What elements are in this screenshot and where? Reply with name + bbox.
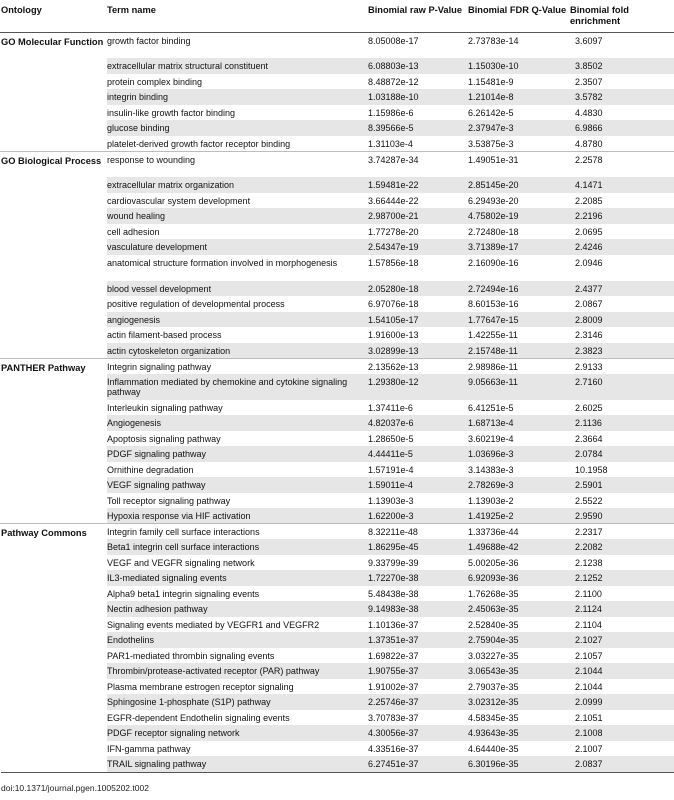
raw-p-value-cell: 3.66444e-22 xyxy=(368,195,419,206)
fdr-q-value-cell: 3.53875e-3 xyxy=(468,138,514,149)
term-name-cell: Nectin adhesion pathway xyxy=(107,601,368,617)
raw-p-value-cell: 4.30056e-37 xyxy=(368,725,468,741)
raw-p-value-cell: 1.37351e-37 xyxy=(368,632,468,648)
term-name-cell: Thrombin/protease-activated receptor (PAR) pathway xyxy=(107,663,368,679)
fold-enrichment-cell: 2.1124 xyxy=(570,601,674,617)
fdr-q-value-cell: 3.14383e-3 xyxy=(468,464,514,475)
raw-p-value-cell: 1.29380e-12 xyxy=(368,374,468,400)
fold-enrichment-cell: 2.1044 xyxy=(570,663,674,679)
fold-enrichment-cell: 2.2085 xyxy=(575,195,603,206)
fdr-q-value-cell: 5.00205e-36 xyxy=(468,557,519,568)
fold-enrichment-cell: 2.1007 xyxy=(575,743,603,754)
fold-enrichment-cell: 2.7160 xyxy=(570,374,674,400)
raw-p-value-cell: 1.69822e-37 xyxy=(368,650,419,661)
fold-enrichment-cell: 2.9133 xyxy=(570,358,674,374)
term-name-cell: blood vessel development xyxy=(107,281,368,297)
fdr-q-value-cell: 2.72480e-18 xyxy=(468,226,519,237)
term-name-cell: insulin-like growth factor binding xyxy=(107,107,236,118)
fold-enrichment-cell: 2.2578 xyxy=(570,151,674,177)
raw-p-value-cell: 3.02899e-13 xyxy=(368,343,468,359)
fold-enrichment-cell: 2.5522 xyxy=(575,495,603,506)
fold-enrichment-cell: 2.1100 xyxy=(575,588,602,599)
raw-p-value-cell: 3.74287e-34 xyxy=(368,151,468,177)
term-name-cell: Plasma membrane estrogen receptor signaling xyxy=(107,681,294,692)
fold-enrichment-cell: 2.1104 xyxy=(575,619,602,630)
fdr-q-value-cell: 6.29493e-20 xyxy=(468,195,519,206)
term-name-cell: Sphingosine 1-phosphate (S1P) pathway xyxy=(107,694,368,710)
fold-enrichment-cell: 2.2196 xyxy=(570,208,674,224)
raw-p-value-cell: 1.37411e-6 xyxy=(368,402,413,413)
term-name-cell: Apoptosis signaling pathway xyxy=(107,433,221,444)
raw-p-value-cell: 1.31103e-4 xyxy=(368,138,413,149)
fold-enrichment-cell: 10.1958 xyxy=(575,464,608,475)
fold-enrichment-cell: 3.5782 xyxy=(570,89,674,105)
fdr-q-value-cell: 3.60219e-4 xyxy=(468,433,514,444)
fdr-q-value-cell: 3.02312e-35 xyxy=(468,694,570,710)
raw-p-value-cell: 1.72270e-38 xyxy=(368,570,468,586)
fdr-q-value-cell: 1.15481e-9 xyxy=(468,76,514,87)
fdr-q-value-cell: 4.64440e-35 xyxy=(468,743,519,754)
term-name-cell: positive regulation of developmental process xyxy=(107,299,285,309)
raw-p-value-cell: 1.77278e-20 xyxy=(368,226,419,237)
fold-enrichment-cell: 2.4377 xyxy=(570,281,674,297)
fdr-q-value-cell: 6.30196e-35 xyxy=(468,756,570,772)
fdr-q-value-cell: 1.68713e-4 xyxy=(468,415,570,431)
raw-p-value-cell: 9.33799e-39 xyxy=(368,557,419,568)
raw-p-value-cell: 8.05008e-17 xyxy=(368,35,419,46)
raw-p-value-cell: 8.39566e-5 xyxy=(368,120,468,136)
header-raw-p-value: Binomial raw P-Value xyxy=(368,0,468,32)
fold-enrichment-cell: 2.1057 xyxy=(575,650,603,661)
term-name-cell: angiogenesis xyxy=(107,312,368,328)
fdr-q-value-cell: 2.15748e-11 xyxy=(468,343,570,359)
term-name-cell: PAR1-mediated thrombin signaling events xyxy=(107,650,275,661)
fdr-q-value-cell: 2.75904e-35 xyxy=(468,632,570,648)
fdr-q-value-cell: 1.42255e-11 xyxy=(468,330,518,340)
fdr-q-value-cell: 6.41251e-5 xyxy=(468,402,514,413)
raw-p-value-cell: 1.59481e-22 xyxy=(368,177,468,193)
term-name-cell: cell adhesion xyxy=(107,226,160,237)
fdr-q-value-cell: 1.49051e-31 xyxy=(468,151,570,177)
raw-p-value-cell: 8.32211e-48 xyxy=(368,524,468,540)
fold-enrichment-cell: 4.4830 xyxy=(575,107,603,118)
term-name-cell: growth factor binding xyxy=(107,35,191,46)
fold-enrichment-cell: 2.1252 xyxy=(570,570,674,586)
term-name-cell: protein complex binding xyxy=(107,76,203,87)
fold-enrichment-cell: 2.3823 xyxy=(570,343,674,359)
raw-p-value-cell: 1.28650e-5 xyxy=(368,433,414,444)
term-name-cell: IFN-gamma pathway xyxy=(107,743,191,754)
term-name-cell: Hypoxia response via HIF activation xyxy=(107,508,368,524)
raw-p-value-cell: 2.98700e-21 xyxy=(368,208,468,224)
fdr-q-value-cell: 8.60153e-16 xyxy=(468,299,519,309)
header-row xyxy=(0,0,674,32)
fdr-q-value-cell: 4.93643e-35 xyxy=(468,725,570,741)
raw-p-value-cell: 1.62200e-3 xyxy=(368,508,468,524)
term-name-cell: IL3-mediated signaling events xyxy=(107,570,368,586)
raw-p-value-cell: 8.48872e-12 xyxy=(368,76,419,87)
fdr-q-value-cell: 1.77647e-15 xyxy=(468,312,570,328)
fold-enrichment-cell: 2.8009 xyxy=(570,312,674,328)
fdr-q-value-cell: 3.03227e-35 xyxy=(468,650,519,661)
fdr-q-value-cell: 6.26142e-5 xyxy=(468,107,514,118)
header-fold-enrichment: Binomial fold enrichment xyxy=(570,0,674,32)
fold-enrichment-cell: 3.8502 xyxy=(570,58,674,74)
raw-p-value-cell: 1.10136e-37 xyxy=(368,619,419,630)
fdr-q-value-cell: 4.75802e-19 xyxy=(468,208,570,224)
fold-enrichment-cell: 2.0784 xyxy=(570,446,674,462)
fdr-q-value-cell: 1.03696e-3 xyxy=(468,446,570,462)
raw-p-value-cell: 1.90755e-37 xyxy=(368,663,468,679)
raw-p-value-cell: 1.57856e-18 xyxy=(368,257,419,268)
raw-p-value-cell: 6.08803e-13 xyxy=(368,58,468,74)
fold-enrichment-cell: 6.9866 xyxy=(570,120,674,136)
raw-p-value-cell: 1.91600e-13 xyxy=(368,330,419,340)
fdr-q-value-cell: 2.79037e-35 xyxy=(468,681,519,692)
fold-enrichment-cell: 2.1044 xyxy=(575,681,603,692)
term-name-cell: Endothelins xyxy=(107,632,368,648)
term-name-cell: Inflammation mediated by chemokine and cytokine signaling pathway xyxy=(107,374,368,400)
fdr-q-value-cell: 1.76268e-35 xyxy=(468,588,519,599)
fdr-q-value-cell: 2.78269e-3 xyxy=(468,477,570,493)
fold-enrichment-cell: 2.3146 xyxy=(575,330,603,340)
term-name-cell: VEGF and VEGFR signaling network xyxy=(107,557,255,568)
raw-p-value-cell: 9.14983e-38 xyxy=(368,601,468,617)
table-row xyxy=(0,32,674,58)
fold-enrichment-cell: 3.6097 xyxy=(575,35,603,46)
fdr-q-value-cell: 2.45063e-35 xyxy=(468,601,570,617)
fdr-q-value-cell: 2.85145e-20 xyxy=(468,177,570,193)
fold-enrichment-cell: 2.0999 xyxy=(570,694,674,710)
raw-p-value-cell: 3.70783e-37 xyxy=(368,712,419,723)
fdr-q-value-cell: 2.52840e-35 xyxy=(468,619,519,630)
term-name-cell: PDGF receptor signaling network xyxy=(107,725,368,741)
fold-enrichment-cell: 2.4246 xyxy=(570,239,674,255)
fold-enrichment-cell: 2.1136 xyxy=(570,415,674,431)
term-name-cell: actin filament-based process xyxy=(107,330,222,340)
ontology-label: GO Molecular Function xyxy=(0,32,107,151)
fdr-q-value-cell: 2.72494e-16 xyxy=(468,281,570,297)
fold-enrichment-cell: 4.8780 xyxy=(575,138,603,149)
fdr-q-value-cell: 1.13903e-2 xyxy=(468,495,514,506)
term-name-cell: PDGF signaling pathway xyxy=(107,446,368,462)
fdr-q-value-cell: 3.71389e-17 xyxy=(468,239,570,255)
term-name-cell: EGFR-dependent Endothelin signaling events xyxy=(107,712,290,723)
fdr-q-value-cell: 2.16090e-16 xyxy=(468,257,519,268)
raw-p-value-cell: 6.97076e-18 xyxy=(368,299,419,309)
fdr-q-value-cell: 6.92093e-36 xyxy=(468,570,570,586)
fdr-q-value-cell: 2.37947e-3 xyxy=(468,120,570,136)
raw-p-value-cell: 1.03188e-10 xyxy=(368,89,468,105)
raw-p-value-cell: 4.33516e-37 xyxy=(368,743,419,754)
fdr-q-value-cell: 4.58345e-35 xyxy=(468,712,519,723)
fold-enrichment-cell: 2.0867 xyxy=(575,299,603,309)
fold-enrichment-cell: 2.3507 xyxy=(575,76,603,87)
raw-p-value-cell: 4.82037e-6 xyxy=(368,415,468,431)
fdr-q-value-cell: 1.33736e-44 xyxy=(468,524,570,540)
raw-p-value-cell: 1.13903e-3 xyxy=(368,495,414,506)
term-name-cell: wound healing xyxy=(107,208,368,224)
raw-p-value-cell: 2.25746e-37 xyxy=(368,694,468,710)
table-doi: doi:10.1371/journal.pgen.1005202.t002 xyxy=(1,772,674,793)
fdr-q-value-cell: 1.15030e-10 xyxy=(468,58,570,74)
term-name-cell: VEGF signaling pathway xyxy=(107,477,368,493)
fold-enrichment-cell: 2.1238 xyxy=(575,557,603,568)
term-name-cell: Signaling events mediated by VEGFR1 and VEGFR2 xyxy=(107,619,320,630)
term-name-cell: Integrin family cell surface interactions xyxy=(107,524,368,540)
raw-p-value-cell: 1.54105e-17 xyxy=(368,312,468,328)
term-name-cell: glucose binding xyxy=(107,120,368,136)
table-body xyxy=(0,32,674,772)
fdr-q-value-cell: 3.06543e-35 xyxy=(468,663,570,679)
term-name-cell: extracellular matrix organization xyxy=(107,177,368,193)
fold-enrichment-cell: 2.5901 xyxy=(570,477,674,493)
fold-enrichment-cell: 2.6025 xyxy=(575,402,603,413)
term-name-cell: Interleukin signaling pathway xyxy=(107,402,223,413)
fdr-q-value-cell: 1.49688e-42 xyxy=(468,539,570,555)
term-name-cell: Beta1 integrin cell surface interactions xyxy=(107,539,368,555)
fold-enrichment-cell: 2.2317 xyxy=(570,524,674,540)
raw-p-value-cell: 1.57191e-4 xyxy=(368,464,414,475)
term-name-cell: Toll receptor signaling pathway xyxy=(107,495,231,506)
fdr-q-value-cell: 2.73783e-14 xyxy=(468,35,519,46)
ontology-label: Pathway Commons xyxy=(0,524,107,772)
term-name-cell: cardiovascular system development xyxy=(107,195,251,206)
ontology-label: GO Biological Process xyxy=(0,151,107,358)
term-name-cell: extracellular matrix structural constituent xyxy=(107,58,368,74)
fold-enrichment-cell: 2.0946 xyxy=(575,257,603,268)
ontology-label: PANTHER Pathway xyxy=(0,358,107,524)
raw-p-value-cell: 4.44411e-5 xyxy=(368,446,468,462)
term-name-cell: Ornithine degradation xyxy=(107,464,194,475)
fold-enrichment-cell: 2.0695 xyxy=(575,226,603,237)
term-name-cell: anatomical structure formation involved in morphogenesis xyxy=(107,257,338,268)
fold-enrichment-cell: 4.1471 xyxy=(570,177,674,193)
term-name-cell: Angiogenesis xyxy=(107,415,368,431)
header-fdr-q-value: Binomial FDR Q-Value xyxy=(468,0,570,32)
raw-p-value-cell: 1.15986e-6 xyxy=(368,107,414,118)
fold-enrichment-cell: 2.2082 xyxy=(570,539,674,555)
term-name-cell: actin cytoskeleton organization xyxy=(107,343,368,359)
raw-p-value-cell: 1.91002e-37 xyxy=(368,681,419,692)
fold-enrichment-cell: 2.1027 xyxy=(570,632,674,648)
table-row xyxy=(0,524,674,540)
fold-enrichment-cell: 2.0837 xyxy=(570,756,674,772)
raw-p-value-cell: 2.54347e-19 xyxy=(368,239,468,255)
raw-p-value-cell: 5.48438e-38 xyxy=(368,588,419,599)
term-name-cell: vasculature development xyxy=(107,239,368,255)
fdr-q-value-cell: 1.21014e-8 xyxy=(468,89,570,105)
raw-p-value-cell: 1.86295e-45 xyxy=(368,539,468,555)
table-row xyxy=(0,358,674,374)
fold-enrichment-cell: 2.3664 xyxy=(575,433,603,444)
raw-p-value-cell: 6.27451e-37 xyxy=(368,756,468,772)
fold-enrichment-cell: 2.1008 xyxy=(570,725,674,741)
header-term-name: Term name xyxy=(107,0,368,32)
term-name-cell: Alpha9 beta1 integrin signaling events xyxy=(107,588,260,599)
raw-p-value-cell: 2.13562e-13 xyxy=(368,358,468,374)
table-row xyxy=(0,151,674,177)
term-name-cell: integrin binding xyxy=(107,89,368,105)
term-name-cell: response to wounding xyxy=(107,151,368,177)
header-ontology: Ontology xyxy=(0,0,107,32)
fdr-q-value-cell: 9.05663e-11 xyxy=(468,374,570,400)
term-name-cell: Integrin signaling pathway xyxy=(107,358,368,374)
fdr-q-value-cell: 1.41925e-2 xyxy=(468,508,570,524)
fold-enrichment-cell: 2.1051 xyxy=(575,712,603,723)
term-name-cell: platelet-derived growth factor receptor binding xyxy=(107,138,291,149)
term-name-cell: TRAIL signaling pathway xyxy=(107,756,368,772)
fdr-q-value-cell: 2.98986e-11 xyxy=(468,358,570,374)
raw-p-value-cell: 1.59011e-4 xyxy=(368,477,468,493)
raw-p-value-cell: 2.05280e-18 xyxy=(368,281,468,297)
fold-enrichment-cell: 2.9590 xyxy=(570,508,674,524)
